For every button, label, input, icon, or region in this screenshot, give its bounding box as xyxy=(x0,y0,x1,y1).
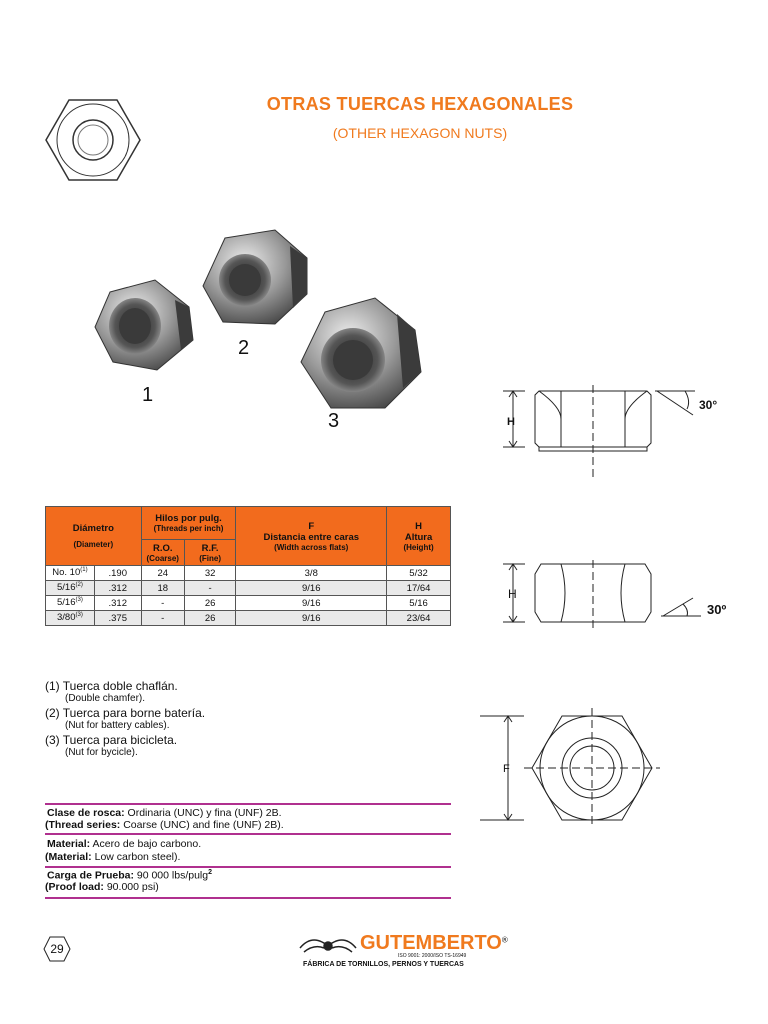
nut-2-image xyxy=(203,230,307,324)
drawing-2-angle: 30º xyxy=(707,602,727,617)
nut-3-image xyxy=(301,298,421,408)
thread-series-es: Clase de rosca: Ordinaria (UNC) y fina (UNF) 2B. xyxy=(47,807,282,819)
note-2-en: (Nut for battery cables). xyxy=(65,720,170,731)
divider-4 xyxy=(45,897,451,899)
material-en: (Material: Low carbon steel). xyxy=(45,851,181,863)
page-title: OTRAS TUERCAS HEXAGONALES xyxy=(266,94,574,114)
brand-iso: ISO 9001: 2000/ISO TS-16949 xyxy=(398,953,467,959)
note-1: (1) Tuerca doble chaflán. xyxy=(45,679,178,693)
header-fine: R.F. (Fine) xyxy=(184,540,236,566)
thread-series-en: (Thread series: Coarse (UNC) and fine (UNF) 2B). xyxy=(45,819,284,831)
page-number: 29 xyxy=(50,942,64,956)
table-row: 5/16$^{(2)}$ .312 18 - 9/16 17/64 xyxy=(46,581,451,596)
header-diameter: Diámetro (Diameter) xyxy=(46,507,142,566)
drawing-2-h-label: H xyxy=(508,587,517,601)
drawing-3-f-label: F xyxy=(503,763,510,775)
proof-load-es: Carga de Prueba: 90 000 lbs/pulg$^2$ xyxy=(47,869,213,882)
spec-table xyxy=(45,506,451,626)
drawing-1-angle: 30° xyxy=(699,398,718,412)
note-1-en: (Double chamfer). xyxy=(65,693,146,704)
divider-1 xyxy=(45,803,451,805)
drawing-front-view xyxy=(480,708,680,828)
note-2: (2) Tuerca para borne batería. xyxy=(45,706,206,720)
proof-load-en: (Proof load: 90.000 psi) xyxy=(45,881,159,893)
material-es: Material: Acero de bajo carbono. xyxy=(47,838,202,850)
divider-2 xyxy=(45,833,451,835)
table-row: No. 10$^{(1)}$ .190 24 32 3/8 5/32 xyxy=(46,566,451,581)
table-row: 3/80$^{(3)}$ .375 - 26 9/16 23/64 xyxy=(46,611,451,626)
divider-3 xyxy=(45,866,451,868)
table-row: 5/16$^{(3)}$ .312 - 26 9/16 5/16 xyxy=(46,596,451,611)
photo-label-3: 3 xyxy=(328,410,340,432)
notes-list xyxy=(45,679,425,758)
drawing-1-h-label: H xyxy=(507,416,515,428)
page-subtitle: (OTHER HEXAGON NUTS) xyxy=(332,125,508,141)
nut-1-image xyxy=(95,280,193,370)
nuts-photo xyxy=(85,222,430,442)
note-3-en: (Nut for bycicle). xyxy=(65,747,138,758)
photo-label-2: 2 xyxy=(238,337,250,359)
header-width-across-flats: F Distancia entre caras (Width across flats) xyxy=(236,507,387,566)
brand-tagline: FÁBRICA DE TORNILLOS, PERNOS Y TUERCAS xyxy=(303,961,464,968)
photo-label-1: 1 xyxy=(142,384,154,406)
note-3: (3) Tuerca para bicicleta. xyxy=(45,733,178,747)
drawing-side-view xyxy=(495,560,735,630)
gutemberto-logo-icon xyxy=(296,930,360,960)
header-threads: Hilos por pulg. (Threads per inch) xyxy=(141,507,236,540)
header-coarse: R.O. (Coarse) xyxy=(141,540,184,566)
header-height: H Altura (Height) xyxy=(387,507,451,566)
brand-name: GUTEMBERTO® xyxy=(360,932,508,954)
